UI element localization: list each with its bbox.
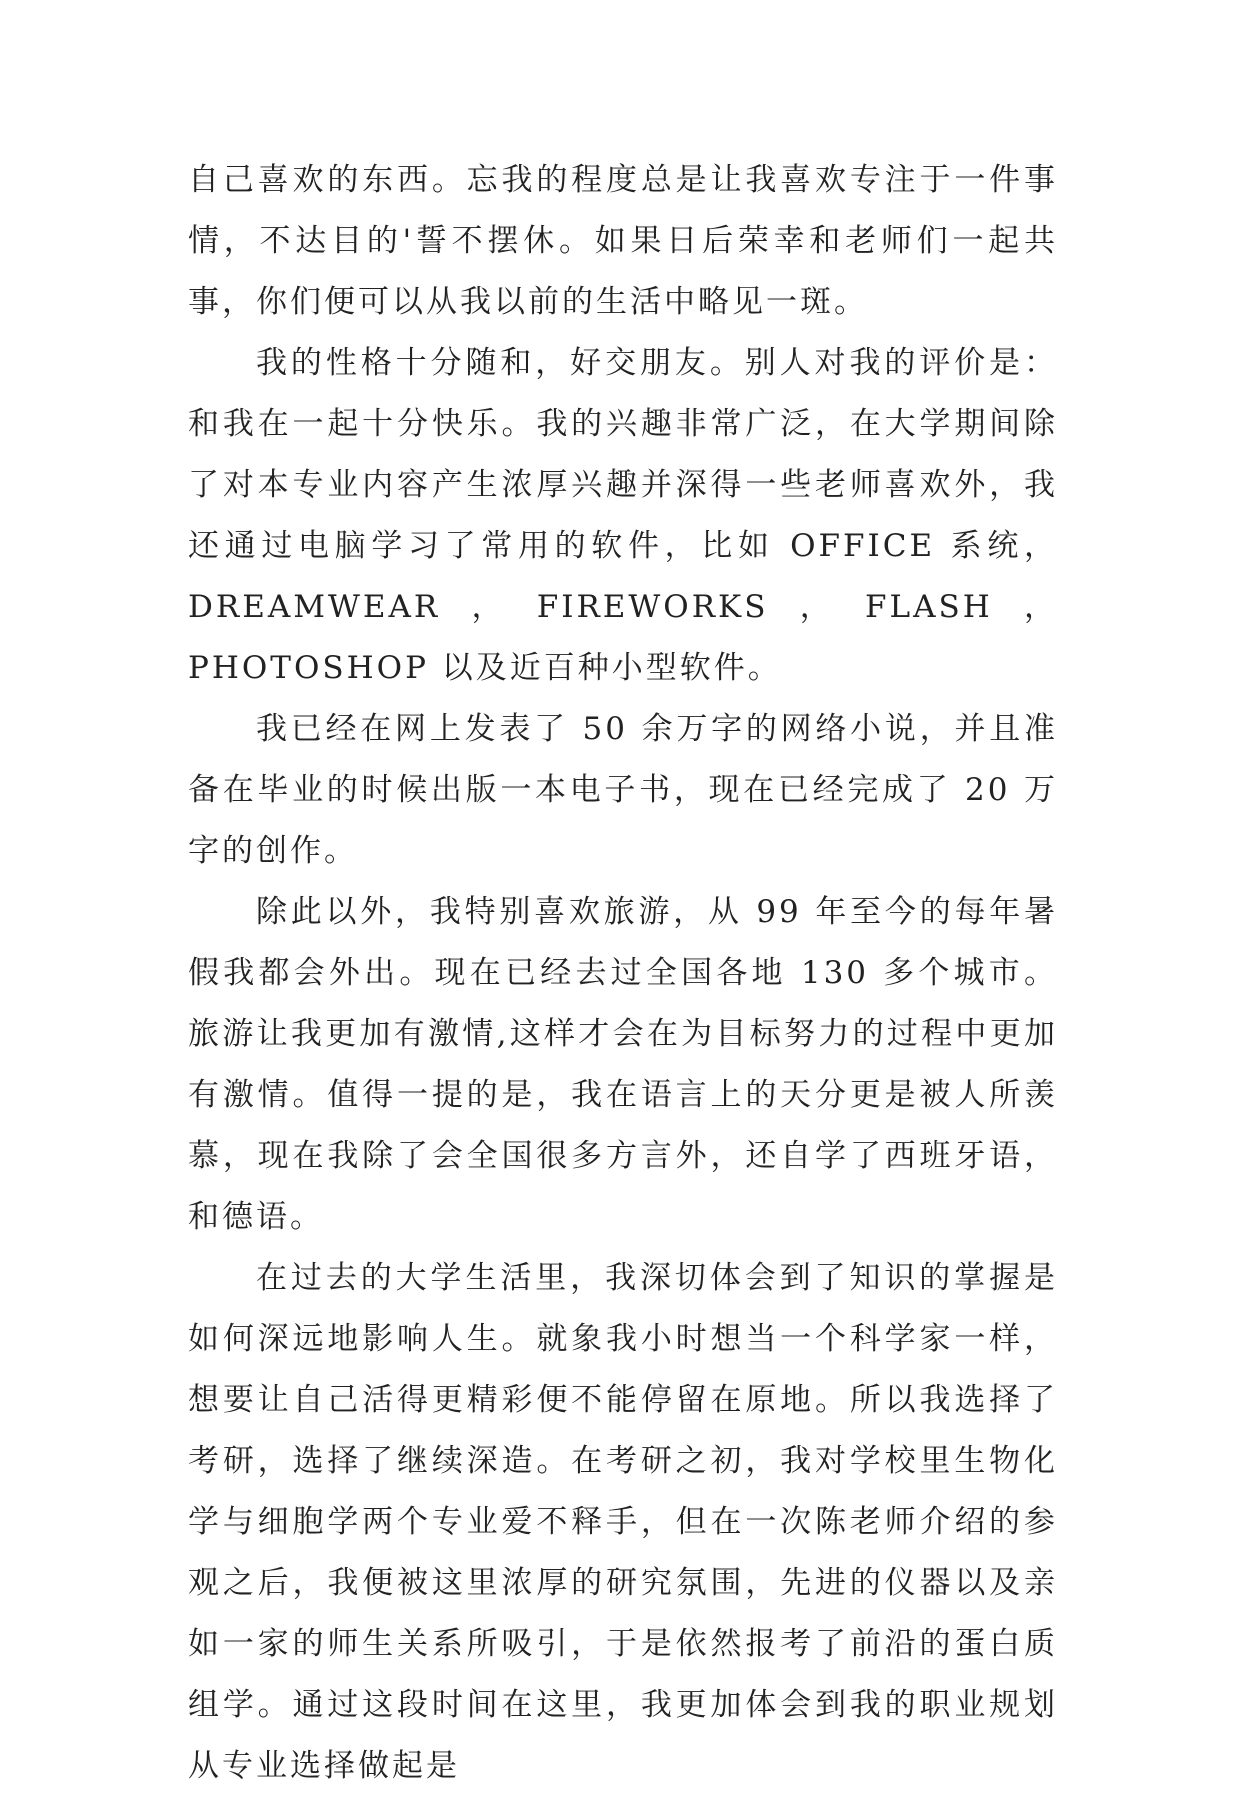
paragraph-4: 除此以外，我特别喜欢旅游，从 99 年至今的每年暑假我都会外出。现在已经去过全国各地 130 多个城市。旅游让我更加有激情,这样才会在为目标努力的过程中更加有激情。值得一提的是，我在语言上的天分更是被人所羡慕，现在我除了会全国很多方言外，还自学了西班牙语，和德语。 [188, 894, 1058, 1235]
paragraph-2: 我的性格十分随和，好交朋友。别人对我的评价是：和我在一起十分快乐。我的兴趣非常广泛，在大学期间除了对本专业内容产生浓厚兴趣并深得一些老师喜欢外，我还通过电脑学习了常用的软件，比如 OFFICE 系统，DREAMWEAR，FIREWORKS，FLASH，PHOTOSHOP 以及近百种小型软件。 [188, 345, 1058, 686]
paragraph-1: 自己喜欢的东西。忘我的程度总是让我喜欢专注于一件事情，不达目的'誓不摆休。如果日后荣幸和老师们一起共事，你们便可以从我以前的生活中略见一斑。 [188, 162, 1058, 320]
document-body [188, 150, 1058, 1797]
paragraph-5: 在过去的大学生活里，我深切体会到了知识的掌握是如何深远地影响人生。就象我小时想当一个科学家一样，想要让自己活得更精彩便不能停留在原地。所以我选择了考研，选择了继续深造。在考研之初，我对学校里生物化学与细胞学两个专业爱不释手，但在一次陈老师介绍的参观之后，我便被这里浓厚的研究氛围，先进的仪器以及亲如一家的师生关系所吸引，于是依然报考了前沿的蛋白质组学。通过这段时间在这里，我更加体会到我的职业规划从专业选择做起是 [188, 1260, 1058, 1784]
paragraph-3: 我已经在网上发表了 50 余万字的网络小说，并且准备在毕业的时候出版一本电子书，现在已经完成了 20 万字的创作。 [188, 711, 1058, 869]
